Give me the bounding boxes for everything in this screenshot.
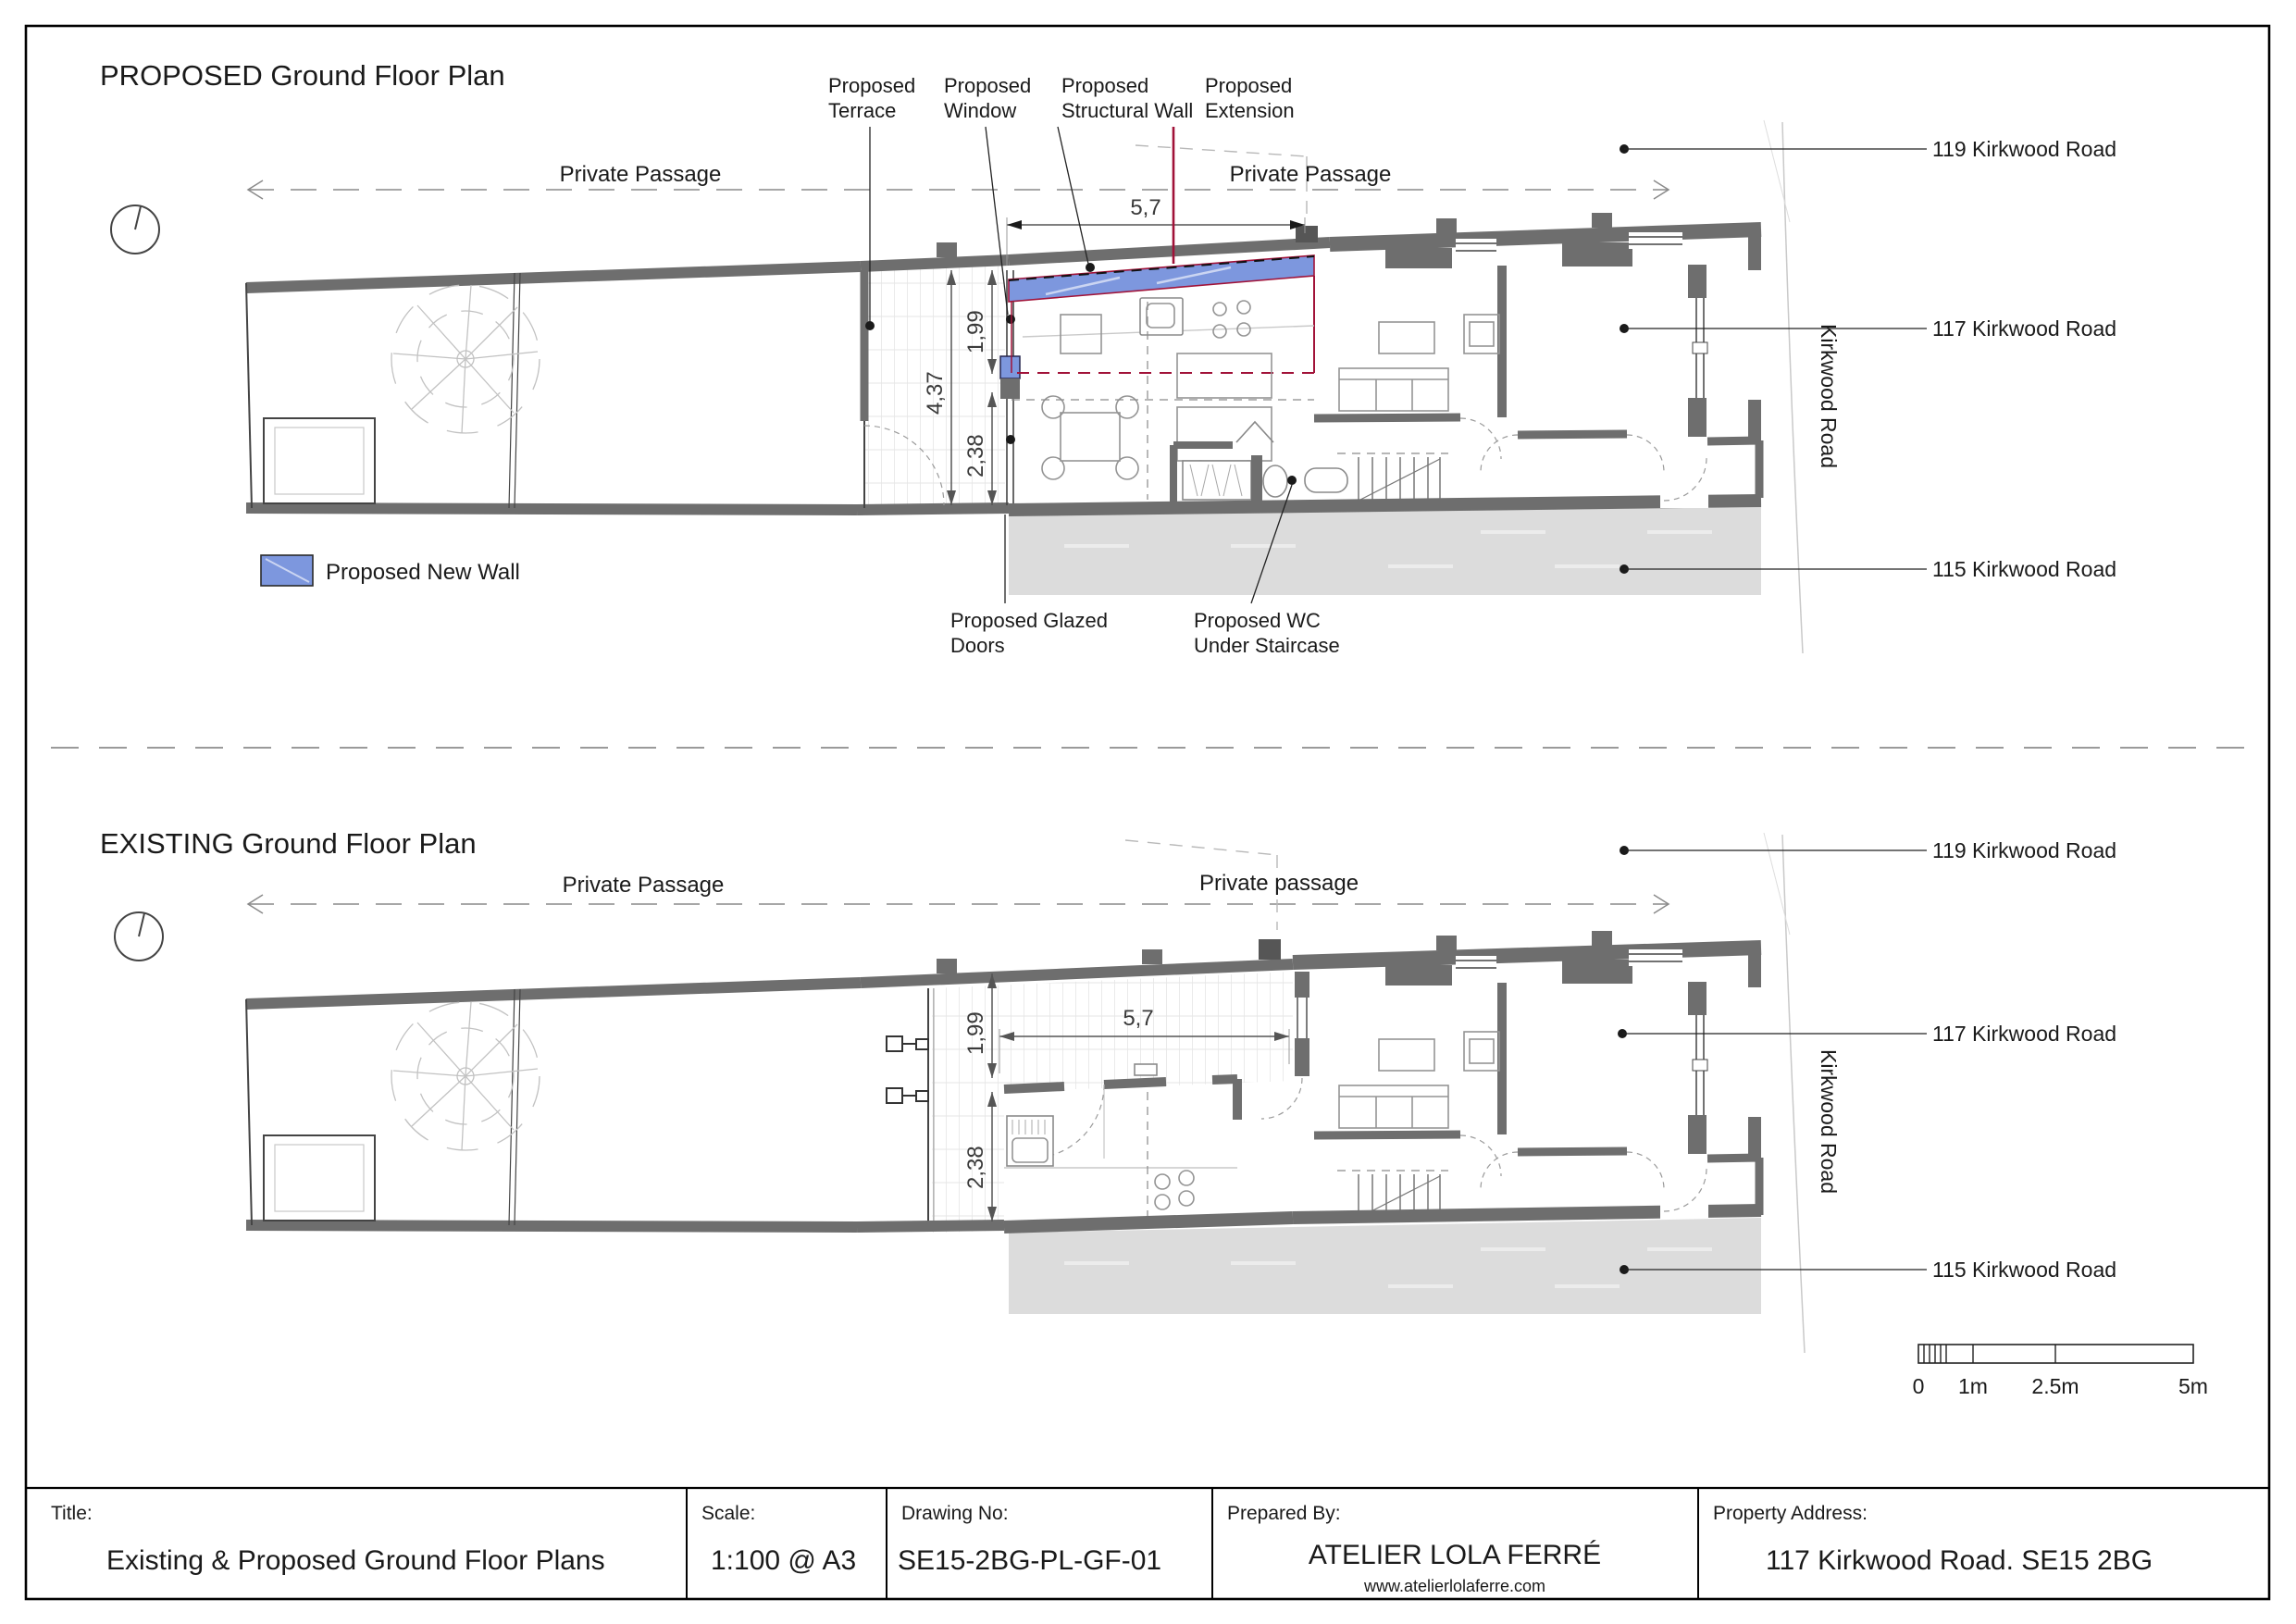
road-street: Kirkwood Road bbox=[1817, 1049, 1841, 1194]
passage-label-left: Private Passage bbox=[562, 873, 725, 898]
scale-label: Scale: bbox=[701, 1503, 756, 1524]
label-window-2: Window bbox=[944, 99, 1017, 122]
dim-lower: 2,38 bbox=[963, 434, 988, 477]
title-value: Existing & Proposed Ground Floor Plans bbox=[106, 1545, 605, 1576]
road-119: 119 Kirkwood Road bbox=[1932, 838, 2117, 862]
dim-width: 5,7 bbox=[1123, 1006, 1154, 1031]
chimney-breast bbox=[1562, 242, 1632, 267]
passage-label-right: Private passage bbox=[1198, 871, 1359, 896]
scale-0: 0 bbox=[1912, 1374, 1925, 1398]
prepared-by-site: www.atelierlolaferre.com bbox=[1363, 1577, 1546, 1595]
scale-2-5m: 2.5m bbox=[2031, 1374, 2079, 1398]
address-value: 117 Kirkwood Road. SE15 2BG bbox=[1766, 1545, 2153, 1576]
label-wc-2: Under Staircase bbox=[1194, 634, 1340, 657]
label-glazed-2: Doors bbox=[950, 634, 1005, 657]
dim-total: 4,37 bbox=[923, 371, 948, 415]
road-street: Kirkwood Road bbox=[1817, 324, 1841, 468]
scale-value: 1:100 @ A3 bbox=[711, 1545, 857, 1576]
road-117: 117 Kirkwood Road bbox=[1932, 1022, 2117, 1046]
basin bbox=[1305, 468, 1347, 492]
label-structural-1: Proposed bbox=[1061, 74, 1149, 97]
proposed-title: PROPOSED Ground Floor Plan bbox=[100, 59, 505, 92]
prepared-by-label: Prepared By: bbox=[1227, 1503, 1341, 1524]
sink bbox=[1007, 1116, 1053, 1166]
dim-lower: 2,38 bbox=[963, 1146, 988, 1189]
label-structural-2: Structural Wall bbox=[1061, 99, 1194, 122]
scale-5m: 5m bbox=[2178, 1374, 2208, 1398]
legend bbox=[261, 555, 520, 586]
legend-label: Proposed New Wall bbox=[326, 560, 520, 585]
boundary-post bbox=[1296, 226, 1318, 242]
label-wc-1: Proposed WC bbox=[1194, 609, 1321, 632]
label-terrace-1: Proposed bbox=[828, 74, 916, 97]
road-119: 119 Kirkwood Road bbox=[1932, 137, 2117, 161]
label-terrace-2: Terrace bbox=[828, 99, 897, 122]
appliance bbox=[1183, 461, 1251, 500]
passage-label-left: Private Passage bbox=[559, 162, 722, 187]
label-extension-2: Extension bbox=[1205, 99, 1295, 122]
proposed-window-block bbox=[1000, 356, 1020, 378]
prepared-by-value: ATELIER LOLA FERRÉ bbox=[1308, 1540, 1602, 1570]
dim-upper: 1,99 bbox=[963, 310, 988, 353]
road-117: 117 Kirkwood Road bbox=[1932, 316, 2117, 341]
label-glazed-1: Proposed Glazed bbox=[950, 609, 1108, 632]
chimney-breast bbox=[1385, 248, 1452, 268]
boundary-post bbox=[1259, 939, 1281, 960]
existing-title: EXISTING Ground Floor Plan bbox=[100, 827, 477, 860]
label-window-1: Proposed bbox=[944, 74, 1032, 97]
dim-upper: 1,99 bbox=[963, 1011, 988, 1055]
label-extension-1: Proposed bbox=[1205, 74, 1293, 97]
drawing-no-value: SE15-2BG-PL-GF-01 bbox=[898, 1545, 1162, 1576]
title-label: Title: bbox=[51, 1503, 93, 1524]
scale-1m: 1m bbox=[1958, 1374, 1988, 1398]
passage-label-right: Private Passage bbox=[1229, 162, 1392, 187]
road-115: 115 Kirkwood Road bbox=[1932, 557, 2117, 581]
toilet bbox=[1263, 465, 1287, 497]
address-label: Property Address: bbox=[1713, 1503, 1868, 1524]
dim-width: 5,7 bbox=[1130, 195, 1161, 220]
drawing-no-label: Drawing No: bbox=[901, 1503, 1009, 1524]
chimney-breast bbox=[1385, 965, 1452, 986]
road-115: 115 Kirkwood Road bbox=[1932, 1258, 2117, 1282]
chimney-breast bbox=[1562, 960, 1632, 984]
wall-pier bbox=[937, 242, 957, 257]
